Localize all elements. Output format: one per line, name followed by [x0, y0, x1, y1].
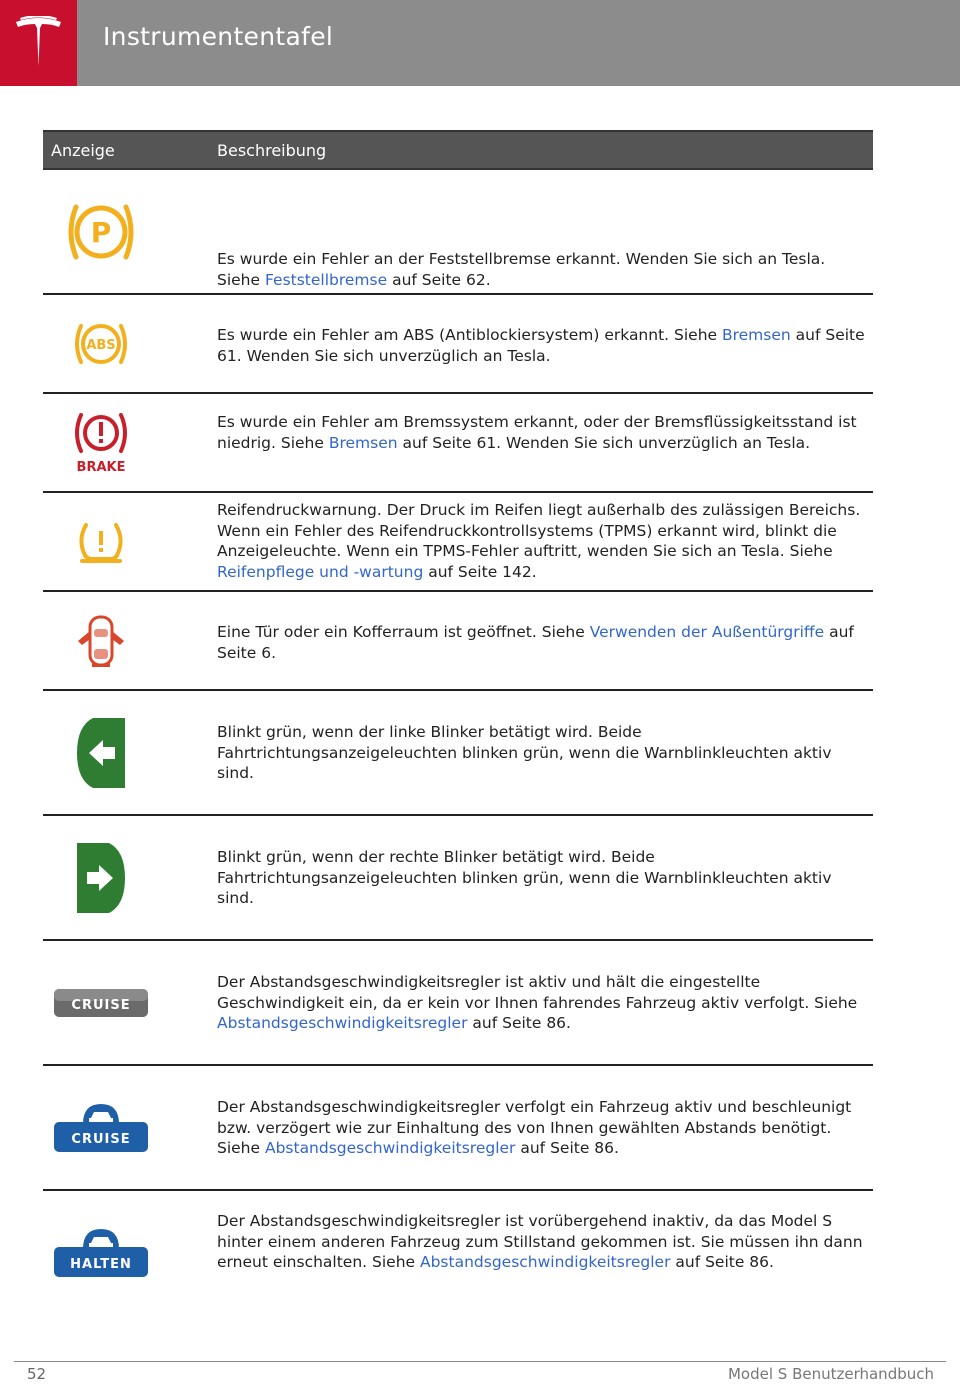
- tesla-logo: [0, 0, 77, 86]
- link-bremsen[interactable]: Bremsen: [721, 326, 791, 344]
- row-description: Blinkt grün, wenn der rechte Blinker betätigt wird. Beide Fahrtrichtungsanzeigeleuchten blinken grün, wenn die Warnblinkleuchten aktiv sind.: [217, 848, 832, 907]
- left-turn-signal-icon: [43, 691, 159, 814]
- table-row: [43, 816, 873, 941]
- table-row: [43, 1191, 873, 1314]
- footer-divider: [14, 1361, 946, 1362]
- link-abstandsgeschwindigkeitsregler[interactable]: Abstandsgeschwindigkeitsregler: [264, 1139, 516, 1157]
- row-description: Der Abstandsgeschwindigkeitsregler ist vorübergehend inaktiv, da das Model S hinter einem anderen Fahrzeug zum Stillstand gekommen ist. Sie müssen ihn dann erneut einschalten. Siehe Abstandsgeschwindigkeitsregler auf Seite 86.: [217, 1212, 863, 1271]
- table-row: [43, 170, 873, 295]
- row-description: Eine Tür oder ein Kofferraum ist geöffnet. Siehe Verwenden der Außentürgriffe auf Seite 6.: [217, 623, 854, 662]
- svg-text:CRUISE: CRUISE: [71, 997, 131, 1013]
- abs-icon: [43, 295, 159, 392]
- table-row: [43, 394, 873, 493]
- svg-text:CRUISE: CRUISE: [71, 1131, 131, 1147]
- link-bremsen[interactable]: Bremsen: [328, 433, 398, 452]
- table-row: [43, 493, 873, 592]
- row-description: Es wurde ein Fehler am Bremssystem erkannt, oder der Bremsflüssigkeitsstand ist niedrig. Siehe Bremsen auf Seite 61. Wenden Sie sich unverzüglich an Tesla.: [217, 413, 857, 452]
- column-header-anzeige: Anzeige: [51, 141, 115, 160]
- indicator-table: [43, 130, 873, 1314]
- svg-text:HALTEN: HALTEN: [70, 1256, 132, 1272]
- table-header: [43, 130, 873, 170]
- parking-brake-icon: [43, 170, 159, 293]
- svg-text:P: P: [90, 215, 112, 249]
- column-header-beschreibung: Beschreibung: [217, 141, 327, 160]
- door-open-icon: [43, 592, 159, 689]
- page-number: 52: [27, 1365, 47, 1383]
- tire-pressure-icon: [43, 493, 159, 590]
- row-description: Der Abstandsgeschwindigkeitsregler ist aktiv und hält die eingestellte Geschwindigkeit ein, da er kein vor Ihnen fahrendes Fahrzeug aktiv verfolgt. Siehe Abstandsgeschwindigkeitsregler auf Seite 86.: [217, 973, 858, 1032]
- table-row: [43, 592, 873, 691]
- table-row: [43, 691, 873, 816]
- row-description: Es wurde ein Fehler am ABS (Antiblockiersystem) erkannt. Siehe Bremsen auf Seite 61. Wenden Sie sich unverzüglich an Tesla.: [217, 326, 865, 365]
- page-header: [0, 0, 960, 86]
- cruise-following-icon: [43, 1066, 159, 1189]
- link-aussentuergriffe[interactable]: Verwenden der Außentürgriffe: [589, 623, 825, 641]
- table-row: [43, 295, 873, 394]
- brake-warning-icon: [43, 394, 159, 491]
- link-abstandsgeschwindigkeitsregler[interactable]: Abstandsgeschwindigkeitsregler: [217, 1014, 468, 1032]
- manual-name: Model S Benutzerhandbuch: [727, 1365, 934, 1383]
- row-description: Reifendruckwarnung. Der Druck im Reifen liegt außerhalb des zulässigen Bereichs. Wenn ein Fehler des Reifendruckkontrollsystems (TPMS) erkannt wird, blinkt die Anzeigeleuchte. Wenn ein TPMS-Fehler auftritt, wenden Sie sich an Tesla. Siehe Reifenpflege und -wartung auf Seite 142.: [217, 501, 861, 581]
- link-reifenpflege[interactable]: Reifenpflege und -wartung: [217, 562, 424, 581]
- svg-text:ABS: ABS: [86, 337, 116, 353]
- cruise-standby-icon: [43, 941, 159, 1064]
- table-row: [43, 1066, 873, 1191]
- right-turn-signal-icon: [43, 816, 159, 939]
- row-description: Es wurde ein Fehler an der Feststellbremse erkannt. Wenden Sie sich an Tesla. Siehe Feststellbremse auf Seite 62.: [217, 250, 826, 289]
- cruise-hold-icon: [43, 1191, 159, 1314]
- link-feststellbremse[interactable]: Feststellbremse: [264, 270, 388, 289]
- row-description: Blinkt grün, wenn der linke Blinker betätigt wird. Beide Fahrtrichtungsanzeigeleuchten blinken grün, wenn die Warnblinkleuchten aktiv sind.: [217, 723, 832, 782]
- row-description: Der Abstandsgeschwindigkeitsregler verfolgt ein Fahrzeug aktiv und beschleunigt bzw. verzögert wie zur Einhaltung des von Ihnen gewählten Abstands benötigt. Siehe Abstandsgeschwindigkeitsregler auf Seite 86.: [217, 1098, 852, 1157]
- svg-text:BRAKE: BRAKE: [76, 459, 126, 475]
- page-title: Instrumententafel: [103, 22, 334, 51]
- table-row: [43, 941, 873, 1066]
- link-abstandsgeschwindigkeitsregler[interactable]: Abstandsgeschwindigkeitsregler: [419, 1253, 671, 1271]
